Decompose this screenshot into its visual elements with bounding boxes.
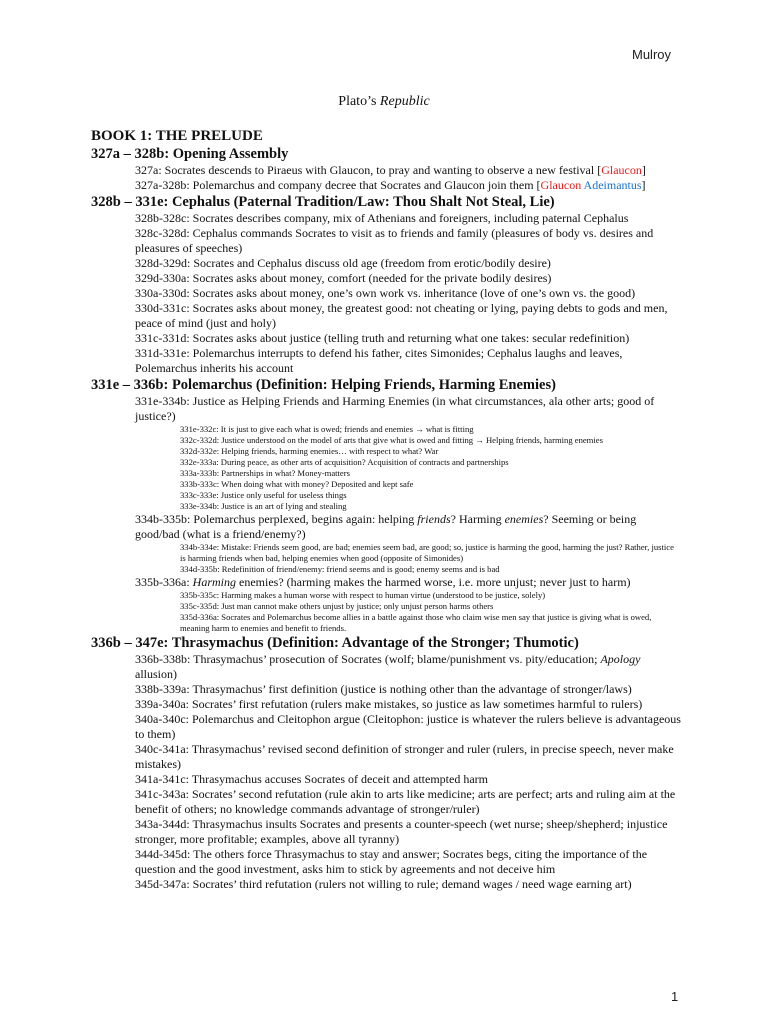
page-number: 1 xyxy=(671,989,679,1004)
sub-entry: 333c-333e: Justice only useful for useless things xyxy=(180,490,347,500)
bracket: ] xyxy=(641,178,646,192)
emphasis-enemies: enemies xyxy=(504,512,544,526)
entry: 330a-330d: Socrates asks about money, one’s own work vs. inheritance (love of one’s own vs. the good) xyxy=(135,286,636,300)
book-heading: BOOK 1: THE PRELUDE xyxy=(91,128,263,144)
entry-text: 327a: Socrates descends to Piraeus with Glaucon, to pray and wanting to observe a new festival [ xyxy=(135,163,602,177)
entry: 340a-340c: Polemarchus and Cleitophon argue (Cleitophon: justice is whatever the rulers believe is advantageous to them) xyxy=(135,712,681,741)
entry xyxy=(91,178,681,193)
entry: 344d-345d: The others force Thrasymachus to stay and answer; Socrates begs, citing the importance of the question and the good investment, asks him to stick by agreements and not deceive him xyxy=(135,847,648,876)
sub-entry: 331e-332c: It is just to give each what is owed; friends and enemies → what is fitting xyxy=(180,424,474,434)
outline-body xyxy=(91,127,681,892)
sub-entry: 332d-332e: Helping friends, harming enemies… with respect to what? War xyxy=(180,446,439,456)
section-heading-4: 336b – 347e: Thrasymachus (Definition: Advantage of the Stronger; Thumotic) xyxy=(91,635,579,651)
entry: 340c-341a: Thrasymachus’ revised second definition of stronger and ruler (rulers, in precise speech, never make mistakes) xyxy=(135,742,674,771)
entry xyxy=(91,575,681,590)
entry-text: ? Harming xyxy=(450,512,505,526)
entry: 331c-331d: Socrates asks about justice (telling truth and returning what one takes: secular redefinition) xyxy=(135,331,630,345)
speaker-tag-glaucon: Glaucon xyxy=(601,163,642,177)
sub-entry: 335d-336a: Socrates and Polemarchus become allies in a battle against those who claim wise men say that justice is giving what is owed, meaning harm to enemies and benefit to friends. xyxy=(180,612,652,633)
entry: 329d-330a: Socrates asks about money, comfort (needed for the private bodily desires) xyxy=(135,271,552,285)
entry-text: 336b-338b: Thrasymachus’ prosecution of Socrates (wolf; blame/punishment vs. pity/education; xyxy=(135,652,601,666)
header-author: Mulroy xyxy=(632,47,672,62)
entry-text: allusion) xyxy=(135,667,177,681)
section-heading-1: 327a – 328b: Opening Assembly xyxy=(91,146,289,162)
sub-entry: 333a-333b: Partnerships in what? Money-matters xyxy=(180,468,350,478)
entry: 328d-329d: Socrates and Cephalus discuss old age (freedom from erotic/bodily desire) xyxy=(135,256,551,270)
sub-entry: 332c-332d: Justice understood on the model of arts that give what is owed and fitting → Helping friends, harming enemies xyxy=(180,435,603,445)
entry: 330d-331c: Socrates asks about money, the greatest good: not cheating or lying, paying debts to gods and men, peace of mind (just and holy) xyxy=(135,301,668,330)
speaker-tag-adeimantus: Adeimantus xyxy=(583,178,642,192)
sub-entry: 335c-335d: Just man cannot make others unjust by justice; only unjust person harms others xyxy=(180,601,494,611)
speaker-tag-glaucon: Glaucon xyxy=(540,178,582,192)
entry-text: 327a-328b: Polemarchus and company decree that Socrates and Glaucon join them [ xyxy=(135,178,541,192)
title-prefix: Plato’s xyxy=(338,94,380,109)
emphasis-harming: Harming xyxy=(192,575,236,589)
page-title xyxy=(0,94,768,110)
entry xyxy=(91,512,681,542)
sub-entry: 334b-334e: Mistake: Friends seem good, are bad; enemies seem bad, are good; so, justice is harming the good, harming the just? Rather, justice is harming friends when bad, helping enemies when good (opposite of Simonides) xyxy=(180,542,674,563)
entry: 345d-347a: Socrates’ third refutation (rulers not willing to rule; demand wages / need wage earning art) xyxy=(135,877,632,891)
emphasis-friends: friends xyxy=(417,512,451,526)
entry: 338b-339a: Thrasymachus’ first definition (justice is nothing other than the advantage of stronger/laws) xyxy=(135,682,632,696)
sub-entry: 333e-334b: Justice is an art of lying and stealing xyxy=(180,501,347,511)
sub-entry: 332e-333a: During peace, as other arts of acquisition? Acquisition of contracts and partnerships xyxy=(180,457,509,467)
emphasis-apology: Apology xyxy=(600,652,641,666)
entry-text: 335b-336a: xyxy=(135,575,193,589)
entry-text: ? Seeming or being good/bad (what is a friend/enemy?) xyxy=(135,512,637,541)
sub-entry: 334d-335b: Redefinition of friend/enemy: friend seems and is good; enemy seems and is bad xyxy=(180,564,500,574)
bracket: ] xyxy=(641,163,646,177)
entry xyxy=(91,163,681,178)
entry xyxy=(91,652,681,682)
entry: 339a-340a: Socrates’ first refutation (rulers make mistakes, so justice as law sometimes harmful to rulers) xyxy=(135,697,643,711)
entry: 341c-343a: Socrates’ second refutation (rule akin to arts like medicine; arts are perfect; arts and ruling aim at the benefit of others; no knowledge commands advantage of stronger/ruler) xyxy=(135,787,676,816)
entry: 328c-328d: Cephalus commands Socrates to visit as to friends and family (pleasures of body vs. desires and pleasures of speeches) xyxy=(135,226,654,255)
entry: 343a-344d: Thrasymachus insults Socrates and presents a counter-speech (wet nurse; sheep/shepherd; injustice stronger, more profitable; examples, above all tyranny) xyxy=(135,817,668,846)
entry: 328b-328c: Socrates describes company, mix of Athenians and foreigners, including paternal Cephalus xyxy=(135,211,629,225)
sub-entry: 335b-335c: Harming makes a human worse with respect to human virtue (understood to be justice, solely) xyxy=(180,590,546,600)
entry-text: 334b-335b: Polemarchus perplexed, begins again: helping xyxy=(135,512,418,526)
entry: 341a-341c: Thrasymachus accuses Socrates of deceit and attempted harm xyxy=(135,772,488,786)
sub-entry: 333b-333c: When doing what with money? Deposited and kept safe xyxy=(180,479,414,489)
entry: 331d-331e: Polemarchus interrupts to defend his father, cites Simonides; Cephalus laughs and leaves, Polemarchus inherits his account xyxy=(135,346,623,375)
section-heading-3: 331e – 336b: Polemarchus (Definition: Helping Friends, Harming Enemies) xyxy=(91,377,556,393)
title-italic: Republic xyxy=(379,94,430,109)
section-heading-2: 328b – 331e: Cephalus (Paternal Tradition/Law: Thou Shalt Not Steal, Lie) xyxy=(91,194,555,210)
entry: 331e-334b: Justice as Helping Friends and Harming Enemies (in what circumstances, ala other arts; good of justice?) xyxy=(135,394,655,423)
entry-text: enemies? (harming makes the harmed worse, i.e. more unjust; never just to harm) xyxy=(236,575,631,589)
